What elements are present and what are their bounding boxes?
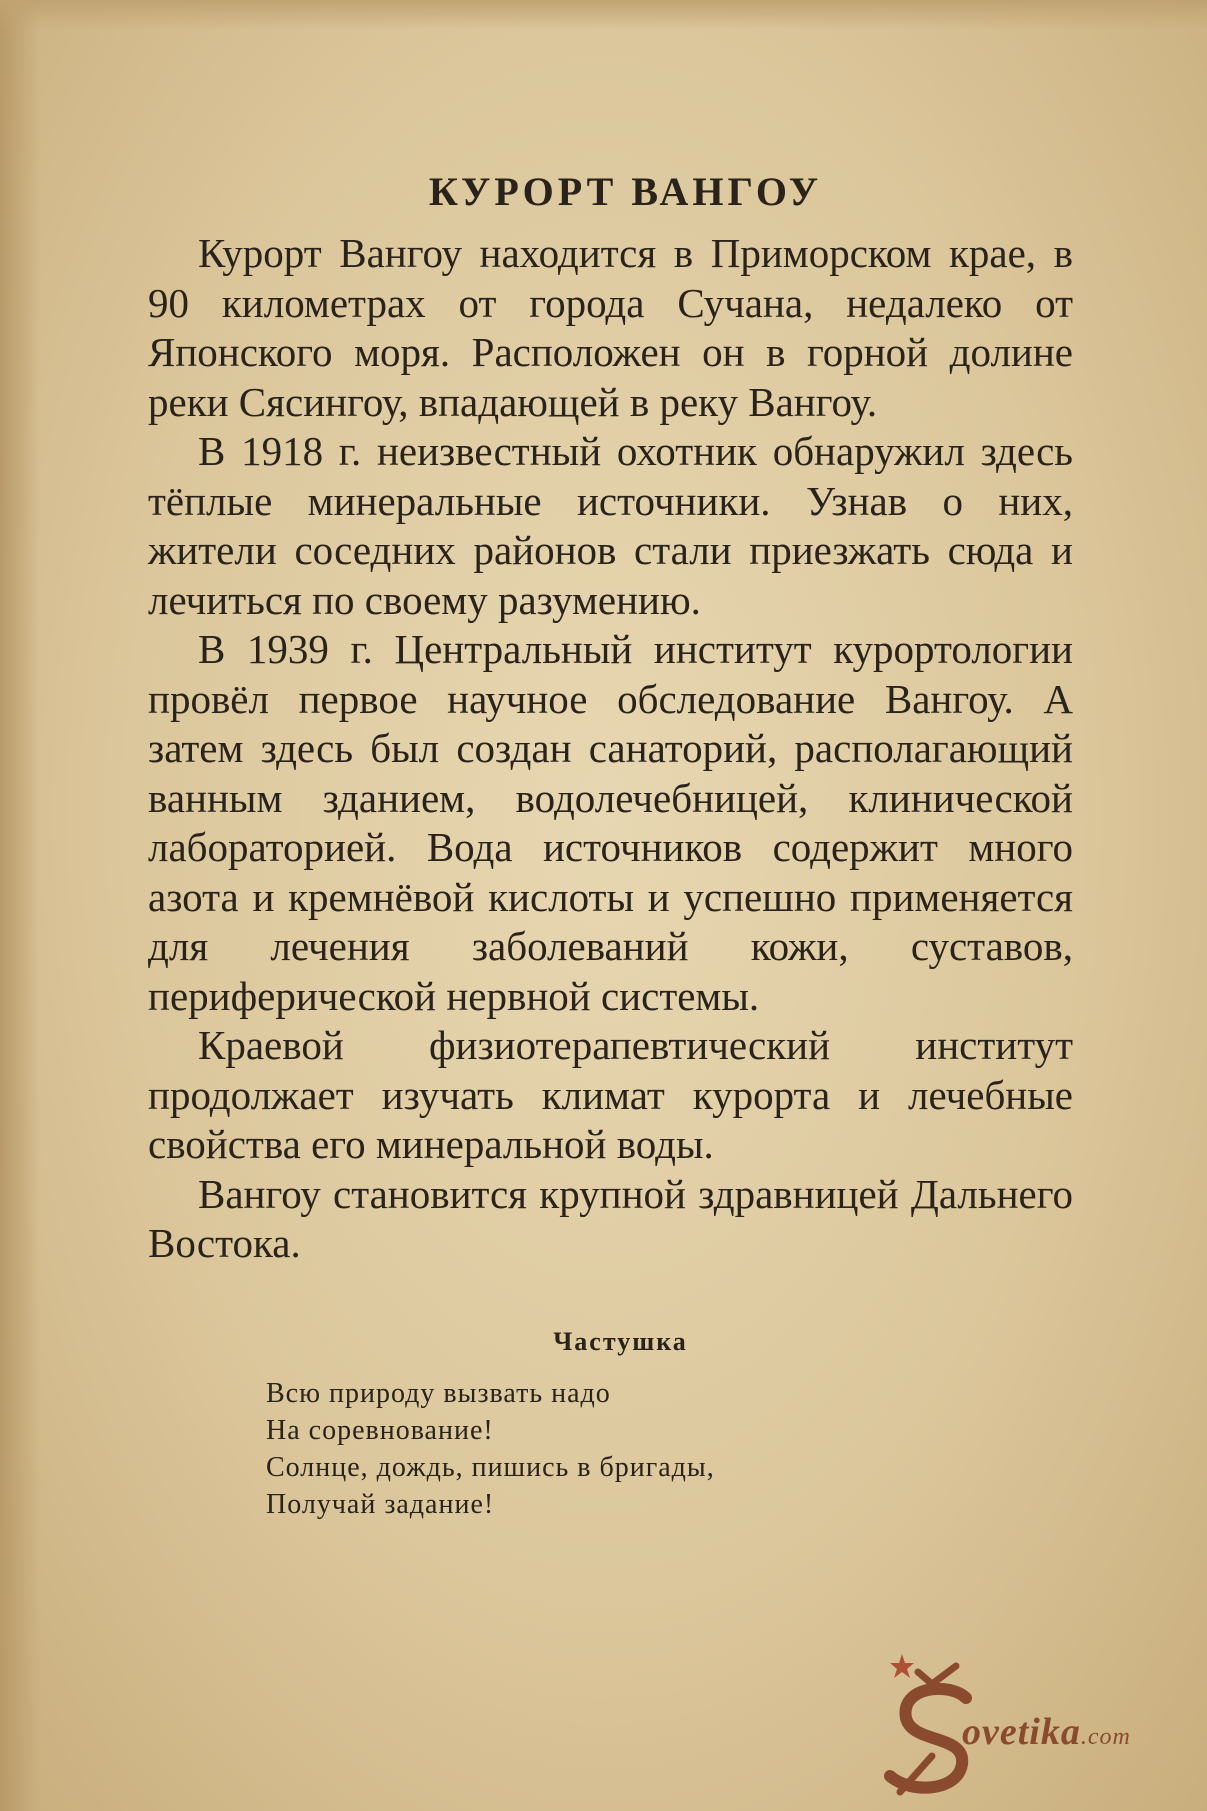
poem-line: Всю природу вызвать надо	[266, 1377, 611, 1409]
paper-edge-top	[0, 0, 1207, 30]
paragraph-2: В 1918 г. неизвестный охотник обнаружил здесь тёплые минеральные источники. Узнав о них, жители соседних районов стали приезжать сюда и лечиться по своему разумению.	[148, 428, 1073, 623]
watermark-text	[962, 1710, 1131, 1754]
paragraph-4: Краевой физиотерапевтический институт продолжает изучать климат курорта и лечебные свойства его минеральной воды.	[148, 1022, 1073, 1167]
poem-line: На соревнование!	[266, 1414, 494, 1446]
poem-line: Солнце, дождь, пишись в бригады,	[266, 1451, 715, 1483]
sovetika-watermark	[870, 1652, 1190, 1802]
watermark-domain: .com	[1080, 1724, 1131, 1750]
paragraph-3: В 1939 г. Центральный институт курортологии провёл первое научное обследование Вангоу. А затем здесь был создан санаторий, располагающий ванным зданием, водолечебницей, клинической лабораторией. Вода источников содержит много азота и кремнёвой кислоты и успешно применяется для лечения заболеваний кожи, суставов, периферической нервной системы.	[148, 626, 1073, 1019]
paragraph-5: Вангоу становится крупной здравницей Дальнего Востока.	[148, 1170, 1073, 1266]
poem-line: Получай задание!	[266, 1488, 495, 1520]
paper-edge-left	[0, 0, 40, 1811]
poem	[266, 1375, 1073, 1523]
watermark-word: ovetika	[962, 1711, 1081, 1753]
paragraph-1: Курорт Вангоу находится в Приморском крае, в 90 километрах от города Сучана, недалеко от Японского моря. Расположен он в горной долине реки Сясингоу, впадающей в реку Вангоу.	[148, 230, 1073, 425]
poem-title: Частушка	[553, 1326, 688, 1356]
article	[148, 168, 1073, 1523]
page-title: КУРОРТ ВАНГОУ	[428, 169, 823, 214]
